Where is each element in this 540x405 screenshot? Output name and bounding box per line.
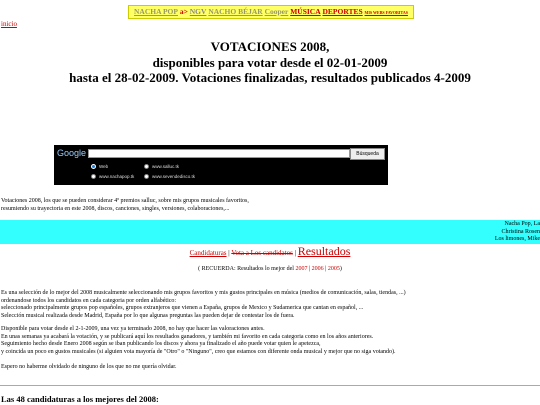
paragraph-line: En unas semanas ya acabará la votación, y se publicará aquí los resultados ganadores, y también mi favorito en cada categoria como en los años anteriores.	[1, 333, 374, 340]
artists-marquee	[0, 220, 540, 244]
arrow-label: a>	[179, 7, 188, 16]
title-line-3: hasta el 28-02-2009. Votaciones finalizadas, resultados publicados 4-2009	[69, 70, 471, 85]
description-paragraph-3: Espero no haberme olvidado de ninguno de los que no me quería olvidar.	[1, 364, 177, 370]
radio-salluc-label: www.salluc.tk	[152, 164, 180, 169]
paragraph-line: Es una selección de lo mejor del 2008 musicalmente seleccionando mis grupos favoritos y mis gustos principales en música (medios de comunicación, salas, tiendas, ...)	[1, 290, 406, 296]
description-paragraph-2	[1, 326, 396, 356]
paragraph-line: y coincida un poco en gustos musicales (si alguien vota mayoría de "Otro" o "Ninguno", creo que estamos con diferente onda musical y mejor que no siga votando).	[1, 348, 396, 355]
divider	[0, 385, 540, 386]
paragraph-line: Seguimiento hecho desde Enero 2008 según se iban publicando los discos y ahora ya finalizado el año puede votar quien le apetezca,	[1, 341, 321, 347]
candidates-heading: Las 48 candidaturas a los mejores del 2008:	[1, 394, 159, 404]
google-search-box	[54, 145, 388, 185]
candidaturas-link[interactable]: Candidaturas	[189, 249, 227, 257]
resultados-link[interactable]: Resultados	[297, 244, 351, 258]
paragraph-line: seleccionado principalmente grupos pop españoles, grupos extranjeros que vienen a España, grupos de Mexico y Sudamerica que cantan en español, ...	[1, 305, 364, 311]
ngv-link[interactable]: NGV	[189, 7, 207, 16]
recuerda-note: ( RECUERDA: Resultados lo mejor del 2007 | 2006 | 2005)	[198, 266, 342, 272]
marquee-line-1: Nacha Pop, La	[504, 221, 540, 227]
mis-webs-link[interactable]: MIS WEBS FAVORITAS	[364, 10, 408, 15]
cooper-link[interactable]: Cooper	[264, 7, 289, 16]
results-2005-link[interactable]: 2005	[327, 266, 340, 272]
section-nav	[0, 244, 540, 259]
paragraph-line: Disponible para votar desde el 2-1-2009, una vez ya terminado 2008, no hay que hacer las valoraciones antes.	[1, 326, 265, 332]
page-title	[0, 39, 540, 86]
radio-salluc[interactable]	[144, 164, 149, 169]
vota-link[interactable]: Vota a Los candidatos	[231, 249, 293, 257]
radio-sevendedisco-label: www.sevendedisco.tk	[152, 174, 196, 179]
search-button[interactable]: Búsqueda	[350, 148, 385, 160]
marquee-line-3: Los limones, Mike	[494, 236, 540, 242]
title-line-2: disponibles para votar desde el 02-01-2009	[152, 54, 388, 70]
search-input[interactable]	[88, 149, 350, 158]
google-logo: Google	[57, 148, 87, 158]
marquee-line-2: Christina Rosen	[501, 228, 540, 235]
radio-nachapop[interactable]	[91, 174, 96, 179]
title-line-1: VOTACIONES 2008,	[210, 39, 330, 54]
radio-web[interactable]	[91, 164, 96, 169]
nacho-bejar-link[interactable]: NACHO BÉJAR	[208, 7, 263, 16]
nacha-pop-link[interactable]: NACHA POP	[134, 7, 178, 16]
musica-link[interactable]: MÚSICA	[290, 7, 321, 16]
description-paragraph-1	[1, 290, 406, 320]
intro-line-2: resumiendo su trayectoria en este 2008, discos, canciones, singles, versiones, colaboraciones,...	[1, 205, 230, 212]
nav-separator: |	[226, 249, 232, 257]
top-links-bar	[128, 5, 414, 19]
deportes-link[interactable]: DEPORTES	[322, 7, 363, 16]
radio-nachapop-label: www.nachapop.tk	[99, 174, 135, 179]
recuerda-prefix: ( RECUERDA: Resultados lo mejor del	[198, 266, 296, 272]
nav-separator: |	[292, 249, 298, 257]
inicio-link[interactable]: inicio	[1, 20, 17, 28]
paragraph-line: ordenandose todos los candidatos en cada categoria por orden alfabético:	[1, 297, 177, 304]
recuerda-suffix: )	[339, 266, 342, 272]
results-2007-link[interactable]: 2007	[295, 266, 308, 272]
intro-text	[1, 198, 249, 213]
radio-sevendedisco[interactable]	[144, 174, 149, 179]
intro-line-1: Votaciones 2008, los que se pueden considerar 4º premios salluc, sobre mis grupos musicales favoritos,	[1, 198, 249, 204]
results-2006-link[interactable]: 2006	[311, 266, 324, 272]
radio-web-label: Web	[99, 164, 109, 169]
paragraph-line: Selección musical realizada desde Madrid, España por lo que algunas preguntas las pueden dejar de contestar los de fuera.	[1, 312, 295, 319]
